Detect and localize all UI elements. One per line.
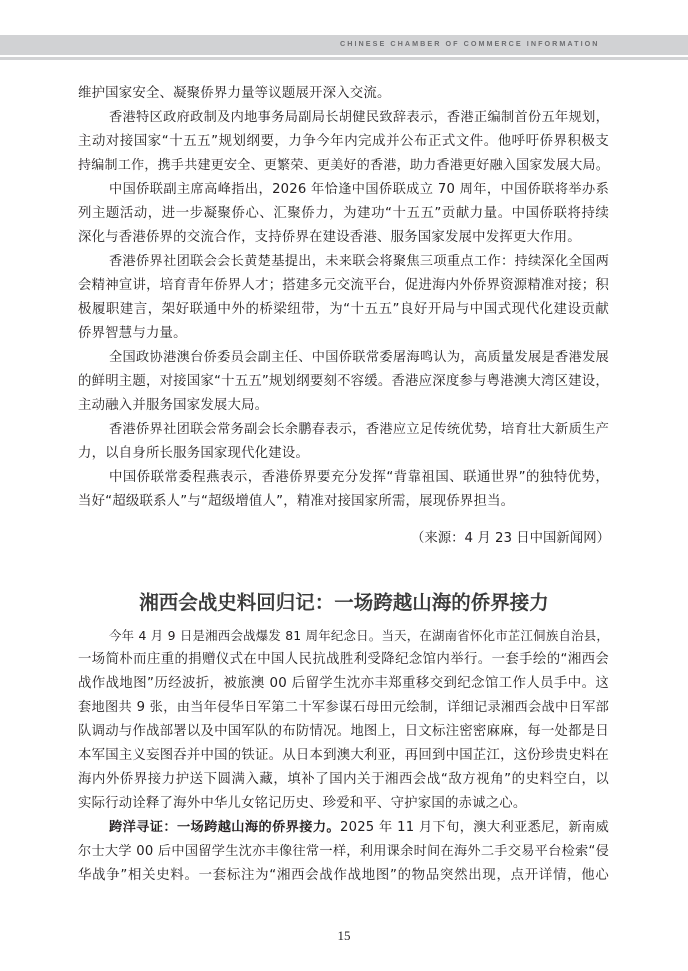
text-line: 侨界智慧与力量。 [78, 326, 187, 341]
source-citation: （来源：4 月 23 日中国新闻网） [410, 531, 610, 546]
text-line [78, 816, 609, 840]
text-line: 海内外侨界接力护送下圆满入藏，填补了国内关于湘西会战“敌方视角”的史料空白，以 [78, 772, 609, 787]
page-number: 15 [337, 928, 351, 943]
text-line: 华战争”相关史料。一套标注为“湘西会战作战地图”的物品突然出现，点开详情，他心 [78, 868, 609, 883]
article-title: 湘西会战史料回归记：一场跨越山海的侨界接力 [139, 591, 549, 614]
text-line: 主动对接国家“十五五”规划纲要，力争今年内完成并公布正式文件。他呼吁侨界积极支 [78, 134, 609, 149]
text-line: 列主题活动，进一步凝聚侨心、汇聚侨力，为建功“十五五”贡献力量。中国侨联将持续 [78, 206, 609, 221]
text-line: 持编制工作，携手共建更安全、更繁荣、更美好的香港，助力香港更好融入国家发展大局。 [78, 158, 609, 173]
article-2-body [78, 624, 609, 888]
text-line: 中国侨联常委程燕表示，香港侨界要充分发挥“背靠祖国、联通世界”的独特优势， [109, 470, 609, 485]
paragraph [78, 82, 609, 106]
header-rule [0, 57, 688, 60]
text-line: 深化与香港侨界的交流合作，支持侨界在建设香港、服务国家发展中发挥更大作用。 [78, 230, 581, 245]
text-line: 香港侨界社团联会常务副会长余鹏春表示，香港应立足传统优势，培育壮大新质生产 [109, 422, 609, 437]
text-line: 全国政协港澳台侨委员会副主任、中国侨联常委屠海鸣认为，高质量发展是香港发展 [109, 350, 609, 365]
text-line: 中国侨联副主席高峰指出，2026 年恰逢中国侨联成立 70 周年，中国侨联将举办系 [109, 182, 609, 197]
text-line: 今年 4 月 9 日是湘西会战爆发 81 周年纪念日。当天，在湖南省怀化市芷江侗族自治县， [109, 628, 609, 643]
paragraph [78, 624, 609, 816]
text-line: 当好“超级联系人”与“超级增值人”，精准对接国家所需，展现侨界担当。 [78, 494, 515, 509]
paragraph [78, 466, 609, 514]
text-line: 主动融入并服务国家发展大局。 [78, 398, 269, 413]
section-lead-heading: 跨洋寻证：一场跨越山海的侨界接力。 [109, 820, 341, 835]
text-line: 尔士大学 00 后中国留学生沈亦丰像往常一样，利用课余时间在海外二手交易平台检索“侵 [78, 844, 609, 859]
paragraph [78, 418, 609, 466]
text-line: 香港特区政府政制及内地事务局副局长胡健民致辞表示，香港正编制首份五年规划， [109, 110, 609, 125]
text-line: 一场简朴而庄重的捐赠仪式在中国人民抗战胜利受降纪念馆内举行。一套手绘的“湘西会 [78, 652, 609, 667]
paragraph [78, 106, 609, 178]
text-line: 极履职建言，架好联通中外的桥梁纽带，为“十五五”良好开局与中国式现代化建设贡献 [78, 302, 609, 317]
text-line: 队调动与作战部署以及中国军队的布防情况。地图上，日文标注密密麻麻，每一处都是日 [78, 724, 609, 739]
text-line: 实际行动诠释了海外中华儿女铭记历史、珍爱和平、守护家国的赤诚之心。 [78, 796, 527, 811]
paragraph [78, 816, 609, 888]
article-1-body [78, 82, 609, 514]
paragraph [78, 346, 609, 418]
text-line: 套地图共 9 张，由当年侵华日军第二十军参谋石母田元绘制，详细记录湘西会战中日军部 [78, 700, 609, 715]
text-line: 香港侨界社团联会会长黄楚基提出，未来联会将聚焦三项重点工作：持续深化全国两 [109, 254, 609, 269]
text-line: 会精神宣讲，培育青年侨界人才；搭建多元交流平台，促进海内外侨界资源精准对接；积 [78, 278, 609, 293]
text-line: 维护国家安全、凝聚侨界力量等议题展开深入交流。 [78, 86, 391, 101]
paragraph [78, 250, 609, 346]
text-line: 的鲜明主题，对接国家“十五五”规划纲要刻不容缓。香港应深度参与粤港澳大湾区建设， [78, 374, 609, 389]
text-line: 战作战地图”历经波折，被旅澳 00 后留学生沈亦丰郑重移交到纪念馆工作人员手中。这 [78, 676, 609, 691]
text-run: 2025 年 11 月下旬，澳大利亚悉尼，新南威 [340, 820, 609, 835]
paragraph [78, 178, 609, 250]
publication-name: CHINESE CHAMBER OF COMMERCE INFORMATION [340, 39, 600, 48]
text-line: 力，以自身所长服务国家现代化建设。 [78, 446, 310, 461]
text-line: 本军国主义妄图吞并中国的铁证。从日本到澳大利亚，再回到中国芷江，这份珍贵史料在 [78, 748, 609, 763]
